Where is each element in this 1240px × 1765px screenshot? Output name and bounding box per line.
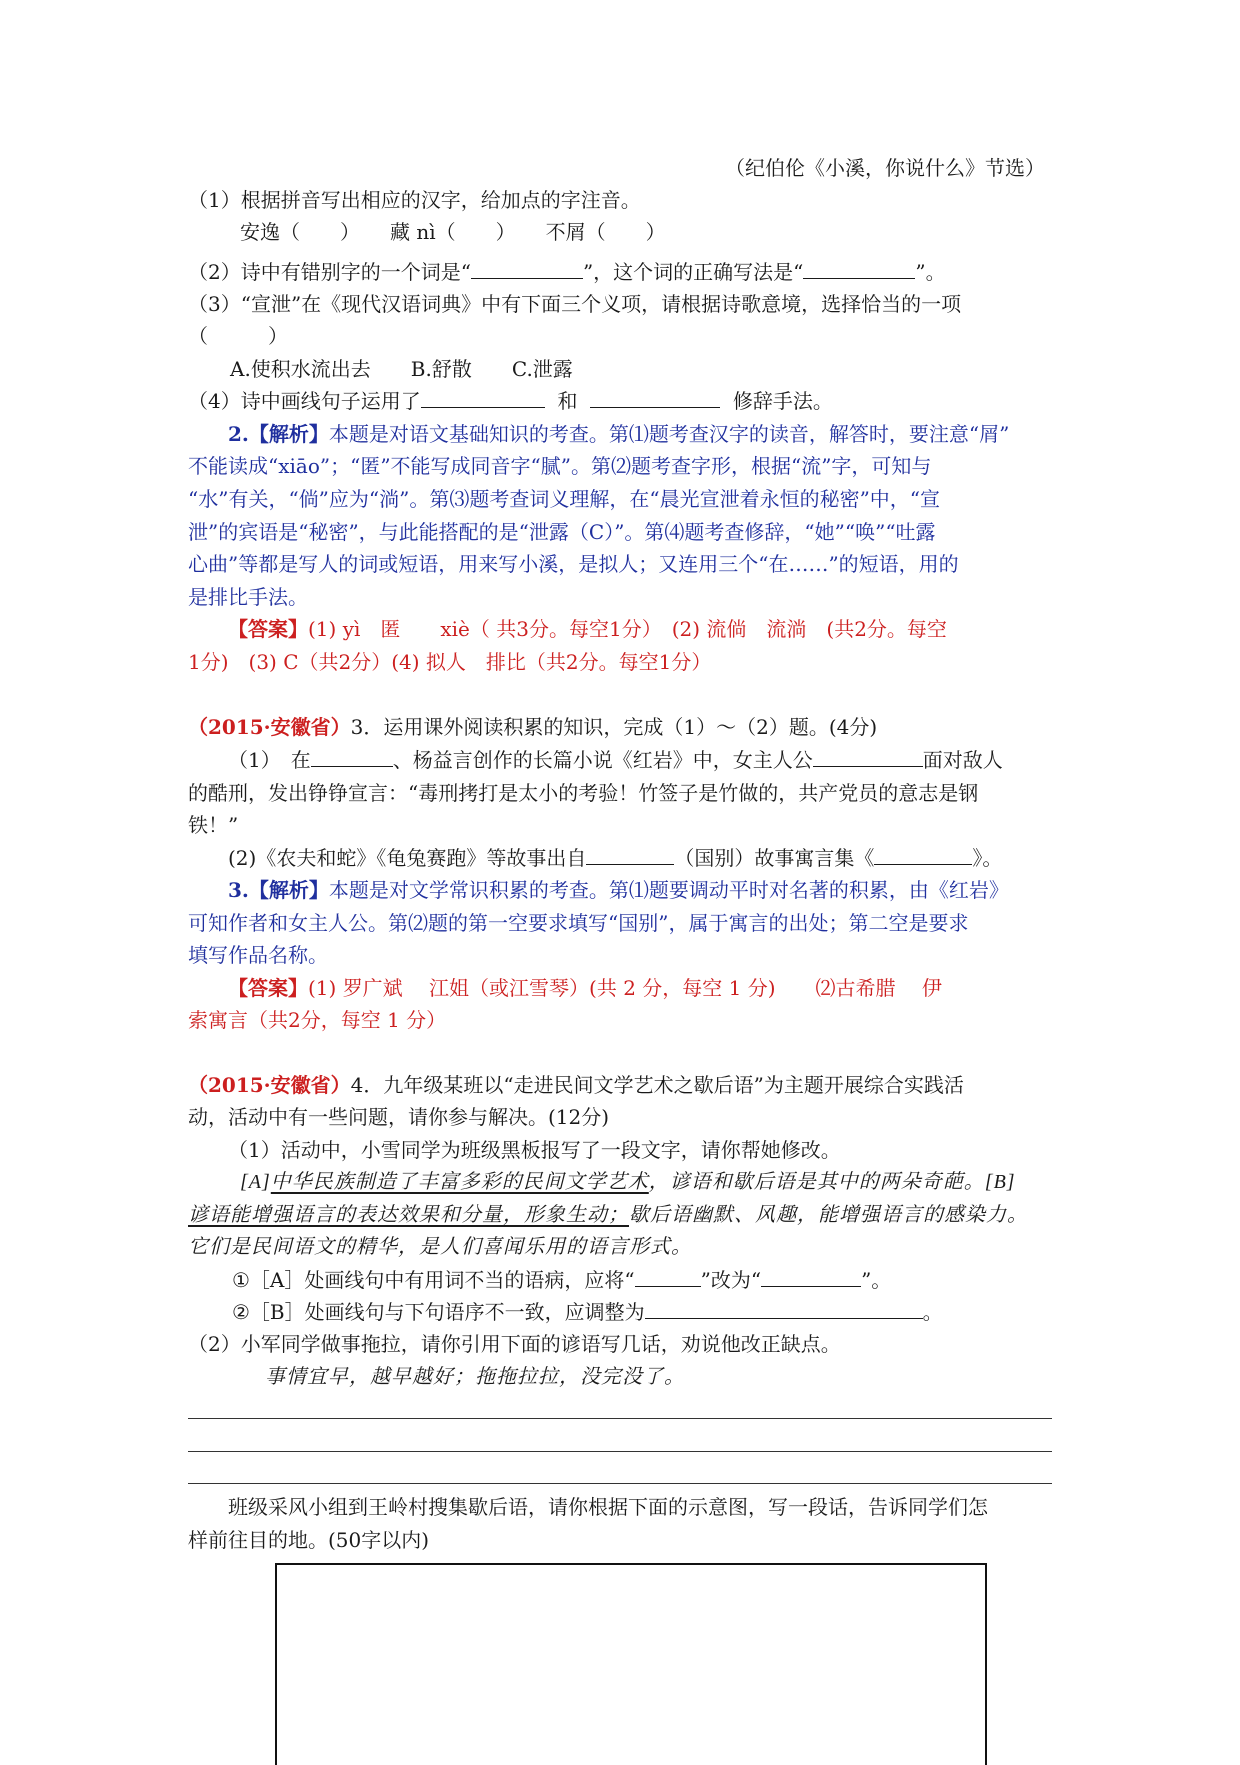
analysis2-label: 2.【解析】 bbox=[228, 422, 329, 446]
q4-sub2 bbox=[232, 1296, 943, 1328]
q1-part2-text-c: ”。 bbox=[915, 260, 946, 284]
q3-part1-line-2: 的酷刑，发出铮铮宣言：“毒刑拷打是太小的考验！竹签子是竹做的，共产党员的意志是钢 bbox=[188, 781, 979, 805]
q4-proverb: 事情宜早，越早越好；拖拖拉拉，没完没了。 bbox=[265, 1366, 685, 1388]
answer2-text-1: (1) yì 匿 xiè（ 共3分。每空1分） (2) 流倘 流淌 (共2分。每空 bbox=[308, 617, 947, 641]
analysis3-line-3: 填写作品名称。 bbox=[188, 943, 328, 967]
q4-sub2-text-b: 。 bbox=[922, 1300, 943, 1324]
q4-underlined-sentence-a: 中华民族制造了丰富多彩的民间文学艺术 bbox=[270, 1171, 649, 1193]
q1-part1: （1）根据拼音写出相应的汉字，给加点的字注音。 bbox=[188, 188, 641, 212]
analysis2-line-3: “水”有关，“倘”应为“淌”。第⑶题考查词义理解，在“晨光宣泄着永恒的秘密”中，“宣 bbox=[188, 487, 941, 511]
q3-part1 bbox=[228, 744, 1003, 776]
answer3-label: 【答案】 bbox=[228, 976, 308, 1000]
q1-part2 bbox=[188, 256, 946, 288]
analysis3-text-1: 本题是对文学常识积累的考查。第⑴题要调动平时对名著的积累，由《红岩》 bbox=[328, 878, 1009, 902]
q4-sub1-text-a: ①［A］处画线句中有用词不当的语病，应将“ bbox=[232, 1268, 635, 1292]
analysis2-line-4: 泄”的宾语是“秘密”，与此能搭配的是“泄露（C）”。第⑷题考查修辞，“她”“唤”“吐露 bbox=[188, 520, 936, 544]
q4-sub1-text-b: ”改为“ bbox=[700, 1268, 762, 1292]
q4-handwritten-line-3: 它们是民间语文的精华，是人们喜闻乐用的语言形式。 bbox=[188, 1236, 692, 1258]
analysis3-line-1 bbox=[228, 874, 1009, 906]
q4-sub1-blank-1[interactable] bbox=[635, 1264, 701, 1287]
q1-part2-blank-2[interactable] bbox=[803, 256, 915, 279]
q4-source: （2015·安徽省） bbox=[188, 1073, 351, 1097]
q1-part1-items: 安逸（ ） 藏 nì（ ） 不屑（ ） bbox=[240, 220, 666, 244]
q4-handwritten-rest-b: 歇后语幽默、风趣，能增强语言的感染力。 bbox=[629, 1204, 1028, 1226]
answer2-label: 【答案】 bbox=[228, 617, 308, 641]
q3-part2-text-a: (2)《农夫和蛇》《龟兔赛跑》等故事出自 bbox=[228, 846, 587, 870]
q4-handwritten-rest-a: ，谚语和歇后语是其中的两朵奇葩。[B] bbox=[648, 1171, 1016, 1193]
q1-part4 bbox=[188, 385, 833, 417]
q1-part2-blank-1[interactable] bbox=[471, 256, 583, 279]
q4-sub2-text-a: ②［B］处画线句与下句语序不一致，应调整为 bbox=[232, 1300, 645, 1324]
q4-sub1-text-c: ”。 bbox=[861, 1268, 892, 1292]
answer-line-1[interactable] bbox=[188, 1418, 1052, 1419]
answer3-text-1: (1) 罗广斌 江姐（或江雪琴）(共 2 分，每空 1 分) ⑵古希腊 伊 bbox=[308, 976, 942, 1000]
q3-intro bbox=[188, 711, 877, 743]
q4-sub1 bbox=[232, 1264, 891, 1296]
analysis3-line-2: 可知作者和女主人公。第⑵题的第一空要求填写“国别”，属于寓言的出处；第二空是要求 bbox=[188, 911, 969, 935]
q1-part3: （3）“宣泄”在《现代汉语词典》中有下面三个义项，请根据诗歌意境，选择恰当的一项 bbox=[188, 292, 962, 316]
map-diagram-frame bbox=[275, 1563, 987, 1765]
q4-part2: （2）小军同学做事拖拉，请你引用下面的谚语写几话，劝说他改正缺点。 bbox=[188, 1332, 841, 1356]
q4-tag-a: [A] bbox=[240, 1171, 271, 1193]
q3-part2-text-c: 》。 bbox=[972, 846, 1003, 870]
answer2-line-1 bbox=[228, 613, 947, 645]
q1-part4-blank-1[interactable] bbox=[421, 385, 545, 408]
analysis2-line-1 bbox=[228, 418, 1009, 450]
q1-part4-text-b: 和 bbox=[557, 389, 578, 413]
q4-intro-line-1 bbox=[188, 1069, 964, 1101]
analysis2-line-6: 是排比手法。 bbox=[188, 585, 308, 609]
q1-part2-text-a: （2）诗中有错别字的一个词是“ bbox=[188, 260, 471, 284]
q1-part4-blank-2[interactable] bbox=[590, 385, 720, 408]
q1-part3-options: A.使积水流出去 B.舒散 C.泄露 bbox=[230, 357, 573, 381]
q3-part2-text-b: （国别）故事寓言集《 bbox=[674, 846, 875, 870]
q3-intro-text: 3．运用课外阅读积累的知识，完成（1）～（2）题。(4分) bbox=[350, 715, 878, 739]
poem-source: （纪伯伦《小溪，你说什么》节选） bbox=[725, 156, 1045, 180]
q1-part2-text-b: ”，这个词的正确写法是“ bbox=[582, 260, 804, 284]
analysis2-line-5: 心曲”等都是写人的词或短语，用来写小溪，是拟人；又连用三个“在……”的短语，用的 bbox=[188, 552, 959, 576]
q3-part1-blank-2[interactable] bbox=[813, 744, 923, 767]
q3-part2-blank-2[interactable] bbox=[874, 842, 972, 865]
q4-part3-line-2: 样前往目的地。(50字以内) bbox=[188, 1528, 430, 1552]
q3-part1-text-c: 面对敌人 bbox=[922, 748, 1003, 772]
answer3-line-2: 索寓言（共2分，每空 1 分） bbox=[188, 1008, 447, 1032]
q4-sub1-blank-2[interactable] bbox=[761, 1264, 861, 1287]
q3-part1-line-3: 铁！” bbox=[188, 813, 239, 837]
q4-underlined-sentence-b: 谚语能增强语言的表达效果和分量，形象生动； bbox=[188, 1204, 629, 1226]
q4-intro-text-1: 4．九年级某班以“走进民间文学艺术之歇后语”为主题开展综合实践活 bbox=[350, 1073, 964, 1097]
analysis2-line-2: 不能读成“xiāo”；“匿”不能写成同音字“腻”。第⑵题考查字形，根据“流”字，可知与 bbox=[188, 454, 932, 478]
answer3-line-1 bbox=[228, 972, 942, 1004]
q4-intro-line-2: 动，活动中有一些问题，请你参与解决。(12分) bbox=[188, 1105, 610, 1129]
analysis3-label: 3.【解析】 bbox=[228, 878, 329, 902]
q1-part3-bracket: （ ） bbox=[188, 324, 288, 348]
q3-part1-blank-1[interactable] bbox=[311, 744, 393, 767]
answer-line-3[interactable] bbox=[188, 1483, 1052, 1484]
q4-handwritten-line-2 bbox=[188, 1199, 1028, 1231]
q3-part1-text-a: （1） 在 bbox=[228, 748, 311, 772]
q3-part2-blank-1[interactable] bbox=[586, 842, 674, 865]
q4-part3-line-1: 班级采风小组到王岭村搜集歇后语，请你根据下面的示意图，写一段话，告诉同学们怎 bbox=[228, 1495, 988, 1519]
q3-part1-text-b: 、杨益言创作的长篇小说《红岩》中，女主人公 bbox=[392, 748, 813, 772]
q1-part4-text-c: 修辞手法。 bbox=[732, 389, 833, 413]
q4-handwritten-line-1 bbox=[240, 1166, 1016, 1198]
q3-source: （2015·安徽省） bbox=[188, 715, 351, 739]
q1-part4-text-a: （4）诗中画线句子运用了 bbox=[188, 389, 421, 413]
answer2-line-2: 1分) (3) C（共2分）(4) 拟人 排比（共2分。每空1分） bbox=[188, 650, 712, 674]
q4-part1: （1）活动中，小雪同学为班级黑板报写了一段文字，请你帮她修改。 bbox=[228, 1138, 841, 1162]
analysis2-text-1: 本题是对语文基础知识的考查。第⑴题考查汉字的读音，解答时，要注意“屑” bbox=[328, 422, 1010, 446]
q4-sub2-blank[interactable] bbox=[645, 1296, 923, 1319]
q3-part2 bbox=[228, 842, 1002, 874]
answer-line-2[interactable] bbox=[188, 1451, 1052, 1452]
